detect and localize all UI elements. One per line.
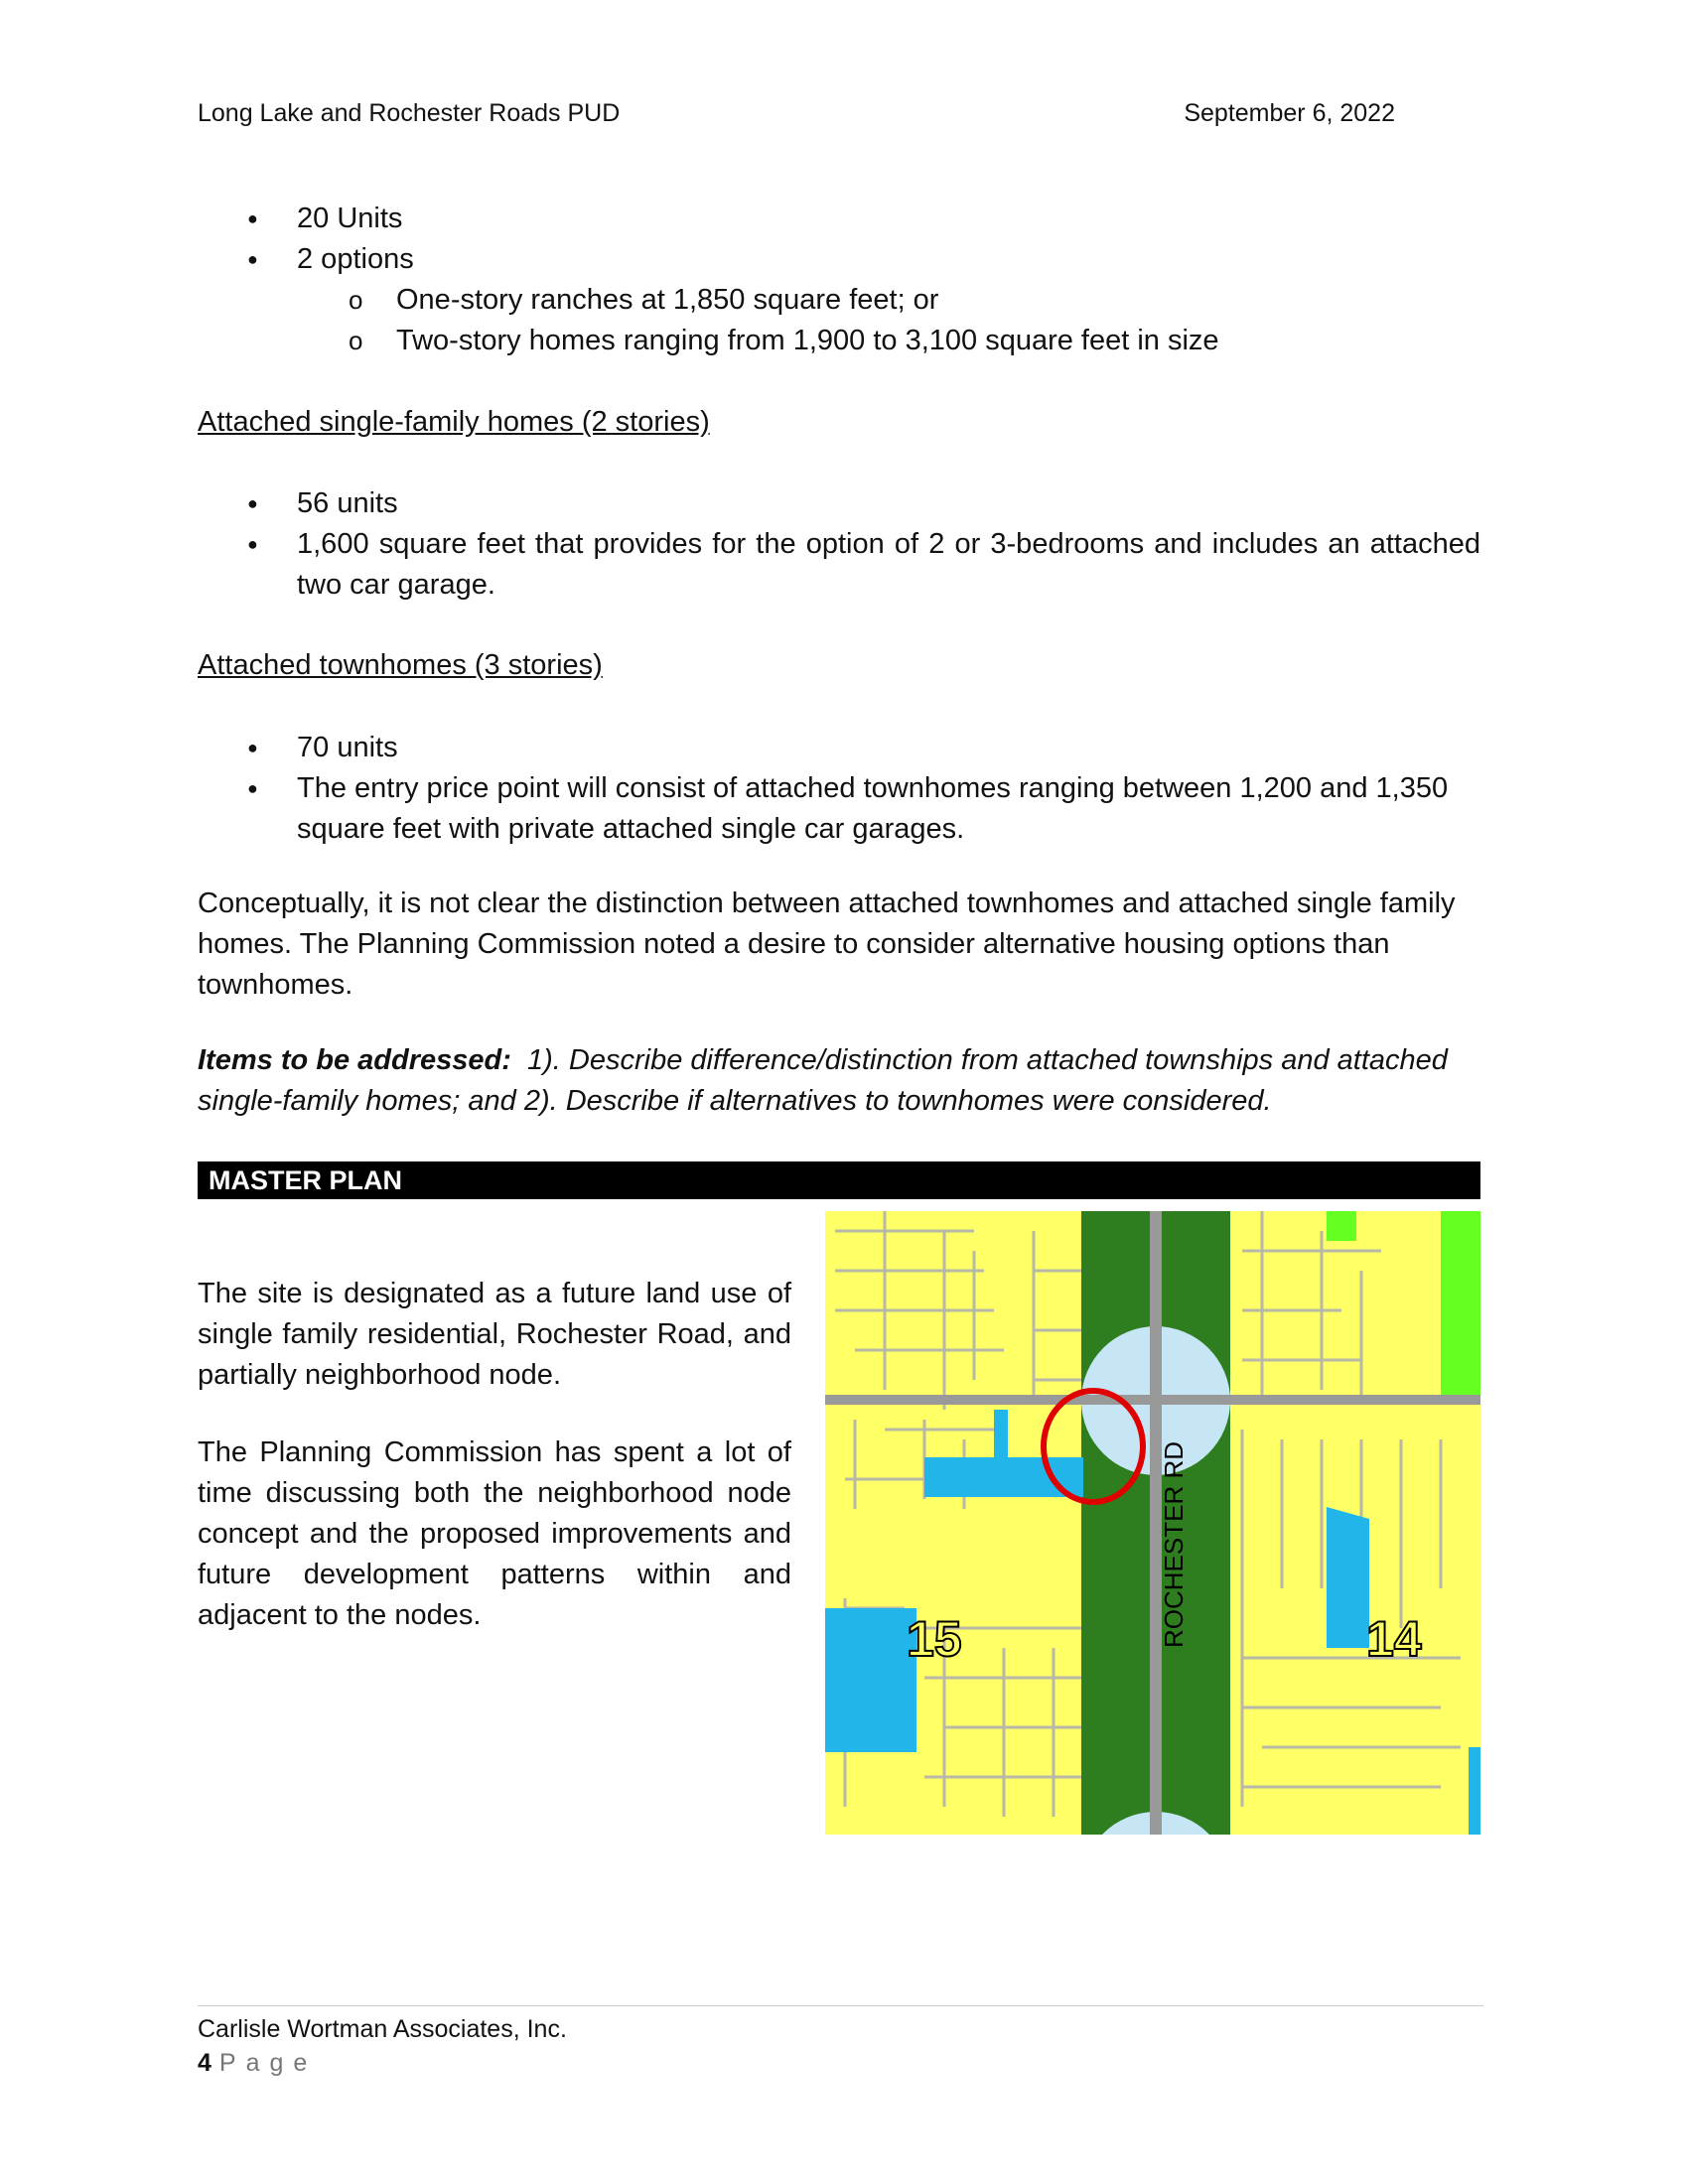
park-area xyxy=(1441,1211,1480,1400)
public-facility-area xyxy=(1469,1747,1480,1835)
page-word: Page xyxy=(218,2049,318,2077)
road-label: ROCHESTER RD xyxy=(1159,1440,1189,1648)
master-plan-paragraph-2: The Planning Commission has spent a lot of time discussing both the neighborhood node concept and the proposed improvements and future development patterns within and adjacent to the nodes. xyxy=(198,1436,791,1631)
page-number-value: 4 xyxy=(198,2049,211,2077)
master-plan-section-header: MASTER PLAN xyxy=(198,1161,1480,1199)
footer-divider xyxy=(198,2005,1483,2006)
public-facility-area xyxy=(825,1608,916,1752)
conceptual-paragraph: Conceptually, it is not clear the distinction between attached townhomes and attached single family homes. The Planning Commission noted a desire to consider alternative housing options than townhomes. xyxy=(198,887,1456,1001)
items-label: Items to be addressed: xyxy=(198,1044,511,1076)
public-facility-area xyxy=(994,1410,1008,1469)
public-facility-area xyxy=(1327,1507,1369,1648)
footer-company: Carlisle Wortman Associates, Inc. xyxy=(198,2015,567,2043)
list-item: ● 56 units xyxy=(198,483,1480,524)
future-land-use-map xyxy=(825,1211,1480,1835)
master-plan-paragraph-1: The site is designated as a future land use of single family residential, Rochester Road, and partially neighborhood node. xyxy=(198,1278,791,1391)
list-item: ● The entry price point will consist of attached townhomes ranging between 1,200 and 1,350 square feet with private attached single car garages. xyxy=(198,768,1480,850)
attached-single-family-list xyxy=(198,483,1480,606)
sub-list-item: o One-story ranches at 1,850 square feet; or xyxy=(198,280,1480,321)
list-item: ● 2 options xyxy=(198,239,1480,280)
attached-townhomes-list xyxy=(198,728,1480,850)
attached-single-family-heading: Attached single-family homes (2 stories) xyxy=(198,406,710,438)
document-header-title: Long Lake and Rochester Roads PUD xyxy=(198,99,621,127)
items-to-address xyxy=(198,1040,1480,1122)
document-header-date: September 6, 2022 xyxy=(1184,99,1395,127)
list-item: ● 20 Units xyxy=(198,199,1480,239)
sub-list-item: o Two-story homes ranging from 1,900 to 3,100 square feet in size xyxy=(198,321,1480,361)
section-number-left: 15 xyxy=(907,1611,962,1667)
list-item: ● 1,600 square feet that provides for the option of 2 or 3-bedrooms and includes an attached two car garage. xyxy=(198,524,1480,606)
attached-townhomes-heading: Attached townhomes (3 stories) xyxy=(198,649,603,681)
detached-homes-list xyxy=(198,199,1480,361)
items-text: 1). Describe difference/distinction from attached townships and attached single-family homes; and 2). Describe if alternatives to townhomes were considered. xyxy=(198,1044,1448,1117)
park-area xyxy=(1327,1211,1356,1241)
section-number-right: 14 xyxy=(1366,1611,1422,1667)
page-number xyxy=(198,2049,317,2078)
list-item: ● 70 units xyxy=(198,728,1480,768)
